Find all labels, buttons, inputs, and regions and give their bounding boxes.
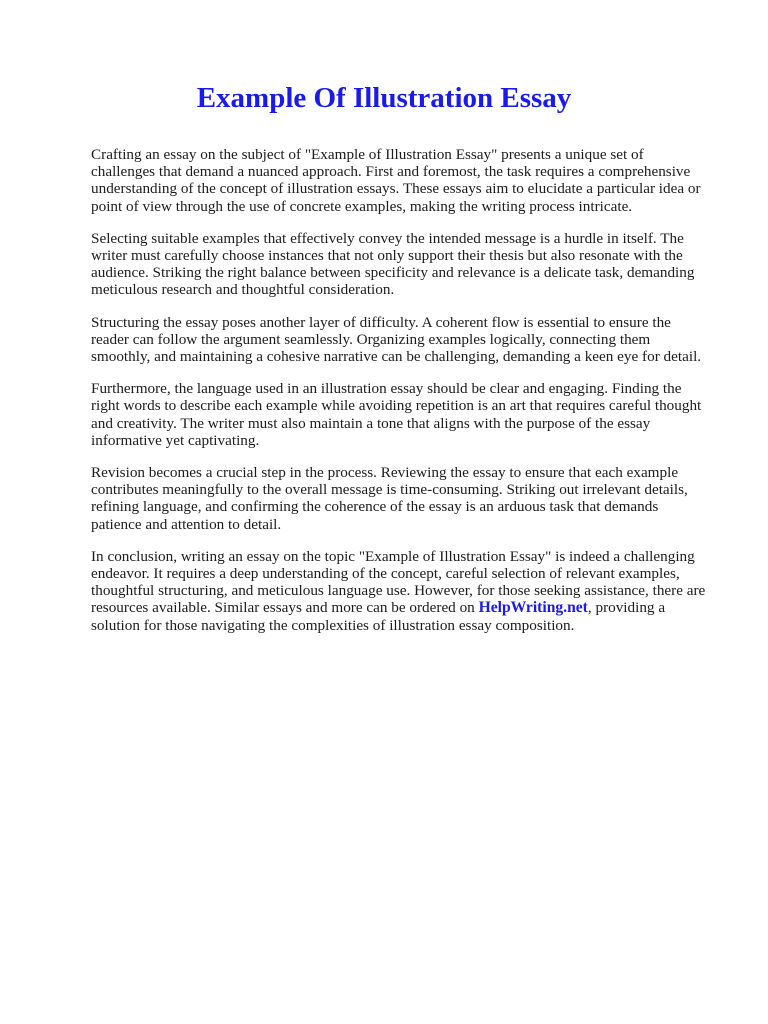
paragraph-line: Crafting an essay on the subject of "Example of Illustration Essay" presents a unique set of <box>91 146 644 163</box>
paragraph-line: Selecting suitable examples that effectively convey the intended message is a hurdle in itself. The <box>91 229 684 247</box>
paragraph-line: solution for those navigating the complexities of illustration essay composition. <box>91 616 575 634</box>
paragraph-1 <box>91 146 731 215</box>
paragraph-line: refining language, and confirming the coherence of the essay is an arduous task that demands <box>91 498 659 516</box>
paragraph-line-with-link <box>91 599 731 616</box>
essay-body <box>91 146 731 649</box>
paragraph-line: Furthermore, the language used in an illustration essay should be clear and engaging. Finding the <box>91 380 682 398</box>
paragraph-line: endeavor. It requires a deep understanding of the concept, careful selection of relevant examples, <box>91 565 680 583</box>
paragraph-5 <box>91 464 731 533</box>
paragraph-line: and creativity. The writer must also maintain a tone that aligns with the purpose of the essay <box>91 414 651 432</box>
paragraph-line: challenges that demand a nuanced approach. First and foremost, the task requires a comprehensive <box>91 163 691 181</box>
paragraph-line: understanding of the concept of illustration essays. These essays aim to elucidate a particular idea or <box>91 180 701 198</box>
page-title: Example Of Illustration Essay <box>196 82 572 114</box>
helpwriting-link[interactable]: HelpWriting.net <box>478 599 588 617</box>
paragraph-6 <box>91 548 731 634</box>
paragraph-line: Revision becomes a crucial step in the process. Reviewing the essay to ensure that each example <box>91 464 679 482</box>
paragraph-line: contributes meaningfully to the overall message is time-consuming. Striking out irrelevant details, <box>91 481 688 499</box>
paragraph-3 <box>91 314 731 366</box>
paragraph-line: meticulous research and thoughtful consideration. <box>91 281 395 299</box>
paragraph-line: audience. Striking the right balance between specificity and relevance is a delicate task, demanding <box>91 264 695 282</box>
paragraph-line: informative yet captivating. <box>91 431 260 449</box>
paragraph-line: In conclusion, writing an essay on the topic "Example of Illustration Essay" is indeed a challenging <box>91 547 695 565</box>
paragraph-line: right words to describe each example while avoiding repetition is an art that requires careful thought <box>91 397 702 415</box>
paragraph-line: patience and attention to detail. <box>91 515 282 533</box>
paragraph-4 <box>91 380 731 449</box>
paragraph-line: writer must carefully choose instances that not only support their thesis but also resonate with the <box>91 247 683 265</box>
link-lead-text: resources available. Similar essays and more can be ordered on <box>91 599 479 617</box>
paragraph-line: smoothly, and maintaining a cohesive narrative can be challenging, demanding a keen eye for detail. <box>91 348 702 366</box>
paragraph-2 <box>91 230 731 299</box>
link-trail-text: , providing a <box>587 599 666 617</box>
paragraph-line: point of view through the use of concrete examples, making the writing process intricate. <box>91 197 633 215</box>
paragraph-line: Structuring the essay poses another layer of difficulty. A coherent flow is essential to ensure the <box>91 313 671 331</box>
paragraph-line: thoughtful structuring, and meticulous language use. However, for those seeking assistance, there are <box>91 582 706 600</box>
paragraph-line: reader can follow the argument seamlessly. Organizing examples logically, connecting them <box>91 330 651 348</box>
